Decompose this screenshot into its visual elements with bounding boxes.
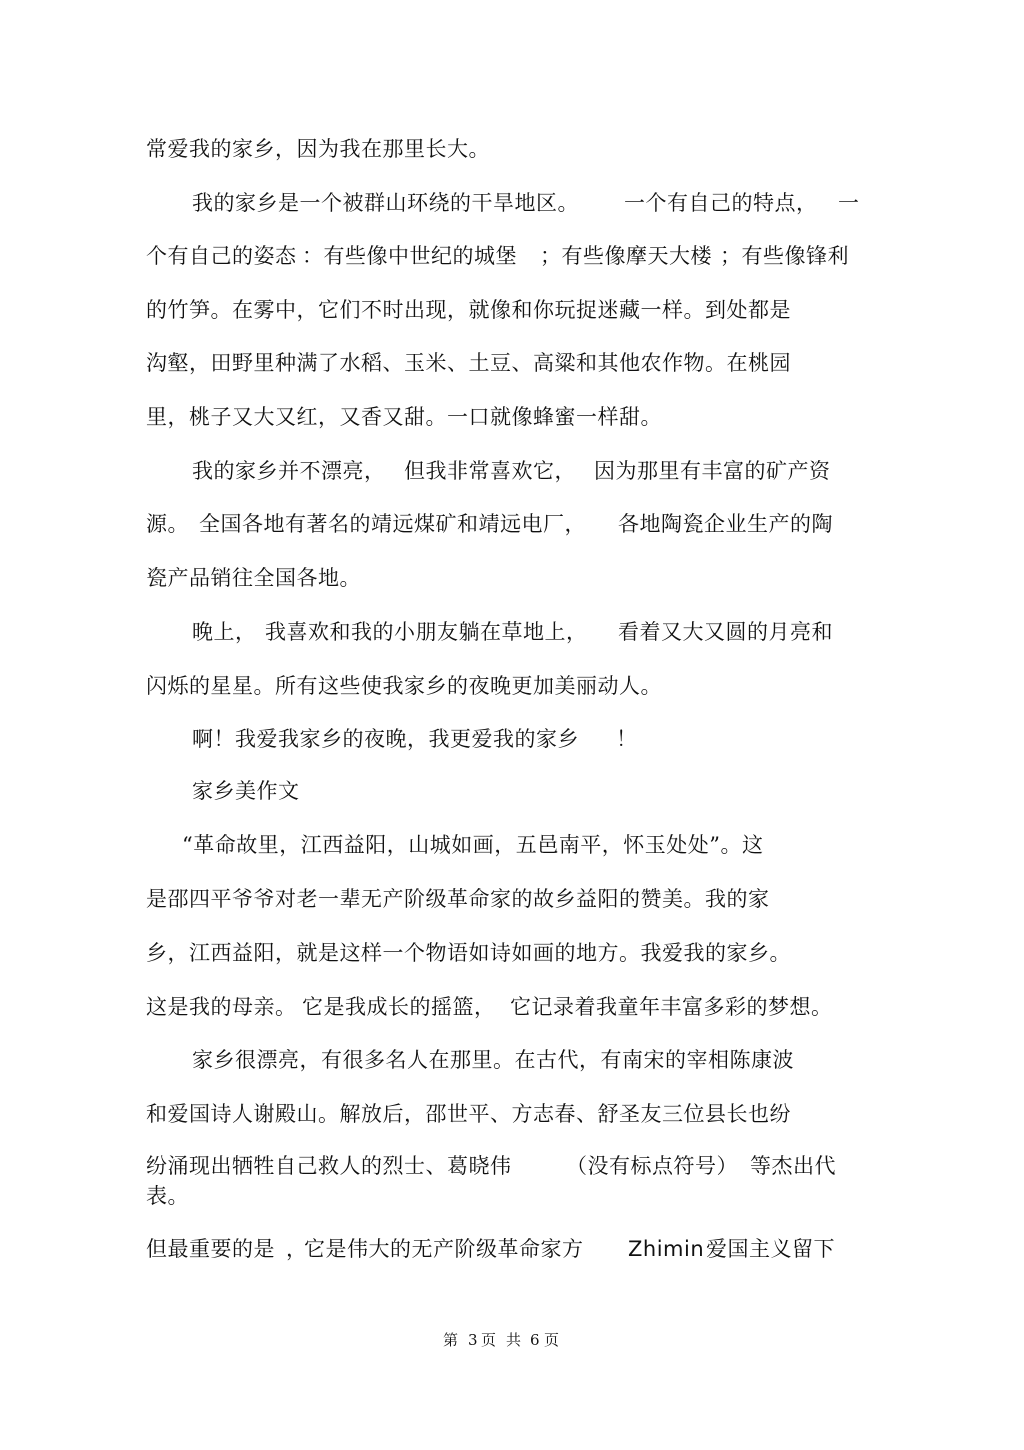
text-segment: 我的家乡并不漂亮， bbox=[192, 459, 386, 483]
text-segment: 是邵四平爷爷对老一辈无产阶级革命家的故乡益阳的赞美。我的家 bbox=[146, 887, 770, 911]
footer-text: 页 bbox=[481, 1331, 497, 1349]
text-segment: 一 bbox=[838, 191, 860, 215]
text-segment: 个有自己的姿态 bbox=[146, 244, 297, 268]
footer-text: 共 bbox=[506, 1331, 522, 1349]
text-segment: （没有标点符号） bbox=[566, 1154, 738, 1178]
text-segment: 纷涌现出牺牲自己救人的烈士、葛晓伟 bbox=[146, 1154, 512, 1178]
text-segment: 我喜欢和我的小朋友躺在草地上， bbox=[265, 620, 588, 644]
text-segment: 因为那里有丰富的矿产资 bbox=[594, 459, 831, 483]
text-segment: 和爱国诗人谢殿山。解放后，邵世平、方志春、舒圣友三位县长也纷 bbox=[146, 1102, 791, 1126]
text-segment: 家乡很漂亮，有很多名人在那里。在古代，有南宋的宰相陈康波 bbox=[192, 1048, 794, 1072]
text-segment: 它记录着我童年丰富多彩的梦想。 bbox=[510, 995, 833, 1019]
current-page-number: 3 bbox=[468, 1331, 478, 1349]
text-segment: 这是我的母亲。 bbox=[146, 995, 297, 1019]
text-segment: 的竹笋。在雾中，它们不时出现，就像和你玩捉迷藏一样。到处都是 bbox=[146, 298, 791, 322]
text-segment: 乡，江西益阳，就是这样一个物语如诗如画的地方。我爱我的家乡。 bbox=[146, 941, 791, 965]
text-segment: 晚上， bbox=[192, 620, 257, 644]
text-segment: 里，桃子又大又红，又香又甜。一口就像蜂蜜一样甜。 bbox=[146, 405, 662, 429]
text-segment: 我的家乡是一个被群山环绕的干旱地区。 bbox=[192, 191, 579, 215]
text-segment: 等杰出代 bbox=[750, 1154, 836, 1178]
text-segment: 爱国主义留下 bbox=[706, 1237, 835, 1261]
text-segment: 啊！我爱我家乡的夜晚，我更爱我的家乡 bbox=[192, 727, 579, 751]
text-segment: ！ bbox=[616, 727, 638, 751]
text-segment: 各地陶瓷企业生产的陶 bbox=[618, 512, 833, 536]
text-segment: 但我非常喜欢它， bbox=[404, 459, 576, 483]
text-segment: 它是伟大的无产阶级革命家方 bbox=[304, 1237, 584, 1261]
text-segment: 但最重要的是 bbox=[146, 1237, 275, 1261]
text-segment: ；有些像摩天大楼 bbox=[540, 244, 712, 268]
text-segment: ；有些像锋利 bbox=[720, 244, 849, 268]
footer-text: 第 bbox=[443, 1331, 459, 1349]
text-segment: Zhimin bbox=[628, 1237, 705, 1261]
text-segment: 一个有自己的特点， bbox=[624, 191, 818, 215]
text-segment: 沟壑，田野里种满了水稻、玉米、土豆、高粱和其他农作物。在桃园 bbox=[146, 351, 791, 375]
text-segment: 它是我成长的摇篮， bbox=[302, 995, 496, 1019]
text-segment: 瓷产品销往全国各地。 bbox=[146, 566, 361, 590]
total-page-number: 6 bbox=[530, 1331, 540, 1349]
footer-text: 页 bbox=[544, 1331, 560, 1349]
text-segment: 常爱我的家乡，因为我在那里长大。 bbox=[146, 137, 490, 161]
text-segment: 闪烁的星星。所有这些使我家乡的夜晚更加美丽动人。 bbox=[146, 674, 662, 698]
text-segment: 源。 bbox=[146, 512, 189, 536]
text-segment: “革命故里，江西益阳，山城如画，五邑南平，怀玉处处”。这 bbox=[182, 833, 764, 857]
text-segment: ：有些像中世纪的城堡 bbox=[302, 244, 517, 268]
page-footer bbox=[0, 1328, 1024, 1352]
text-segment: 看着又大又圆的月亮和 bbox=[618, 620, 833, 644]
text-segment: 全国各地有著名的靖远煤矿和靖远电厂， bbox=[199, 512, 586, 536]
text-segment: 表。 bbox=[146, 1184, 189, 1208]
section-heading: 家乡美作文 bbox=[192, 779, 300, 803]
text-segment: ， bbox=[286, 1237, 308, 1261]
